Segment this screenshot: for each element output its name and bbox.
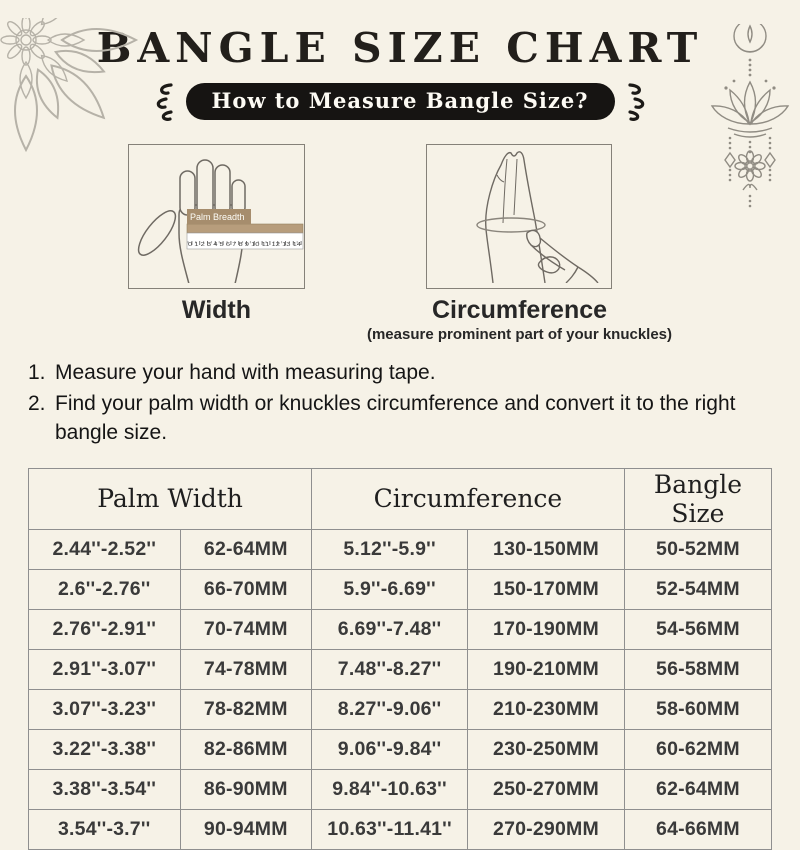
table-cell: 270-290MM (468, 809, 625, 849)
table-row (29, 569, 772, 609)
instruction-1-text: Measure your hand with measuring tape. (55, 361, 436, 384)
flourish-right-icon (625, 80, 651, 122)
table-cell: 54-56MM (624, 609, 771, 649)
table-cell: 62-64MM (624, 769, 771, 809)
instruction-1-number: 1. (28, 361, 46, 384)
ruler-graphic (187, 224, 303, 249)
table-cell: 2.91''-3.07'' (29, 649, 181, 689)
fingers-outline (180, 160, 245, 216)
table-cell: 86-90MM (180, 769, 312, 809)
table-cell: 2.44''-2.52'' (29, 529, 181, 569)
table-cell: 82-86MM (180, 729, 312, 769)
table-row (29, 809, 772, 849)
table-row (29, 649, 772, 689)
figure-width (128, 144, 305, 325)
ruler-numbers: 0 1 2 3 4 5 6 7 8 9 10 11 12 13 14 (187, 242, 301, 248)
table-cell: 7.48''-8.27'' (312, 649, 468, 689)
table-cell: 9.84''-10.63'' (312, 769, 468, 809)
instruction-2-number: 2. (28, 391, 46, 415)
circumference-sublabel: (measure prominent part of your knuckles) (366, 326, 673, 343)
table-row (29, 769, 772, 809)
table-row (29, 689, 772, 729)
measurement-figures (0, 144, 800, 343)
instruction-2 (28, 390, 774, 448)
table-row (29, 529, 772, 569)
circumference-illustration-box (426, 144, 612, 289)
palm-breadth-label: Palm Breadth (189, 212, 245, 222)
bangle-size-table (28, 468, 772, 850)
instruction-2-text: Find your palm width or knuckles circumference and convert it to the right bangle size. (55, 391, 736, 444)
table-cell: 170-190MM (468, 609, 625, 649)
table-cell: 60-62MM (624, 729, 771, 769)
table-header-row (29, 468, 772, 529)
table-cell: 66-70MM (180, 569, 312, 609)
table-cell: 150-170MM (468, 569, 625, 609)
table-cell: 6.69''-7.48'' (312, 609, 468, 649)
table-cell: 70-74MM (180, 609, 312, 649)
table-row (29, 729, 772, 769)
instruction-1 (28, 359, 774, 388)
table-cell: 5.12''-5.9'' (312, 529, 468, 569)
instructions (28, 359, 774, 448)
table-cell: 3.22''-3.38'' (29, 729, 181, 769)
table-cell: 52-54MM (624, 569, 771, 609)
table-cell: 3.38''-3.54'' (29, 769, 181, 809)
header-palm-width: Palm Width (29, 468, 312, 529)
width-illustration-box (128, 144, 305, 289)
table-cell: 210-230MM (468, 689, 625, 729)
table-cell: 10.63''-11.41'' (312, 809, 468, 849)
flourish-left-icon (150, 80, 176, 122)
table-cell: 230-250MM (468, 729, 625, 769)
table-cell: 2.6''-2.76'' (29, 569, 181, 609)
table-body (29, 529, 772, 849)
table-cell: 190-210MM (468, 649, 625, 689)
table-cell: 78-82MM (180, 689, 312, 729)
table-cell: 250-270MM (468, 769, 625, 809)
table-cell: 56-58MM (624, 649, 771, 689)
badge-how-to-measure: How to Measure Bangle Size? (186, 83, 615, 120)
table-cell: 58-60MM (624, 689, 771, 729)
table-cell: 62-64MM (180, 529, 312, 569)
header-bangle-size: Bangle Size (624, 468, 771, 529)
thumb-outline (132, 206, 181, 261)
badge-row (0, 80, 800, 122)
table-cell: 64-66MM (624, 809, 771, 849)
table-cell: 90-94MM (180, 809, 312, 849)
page-title: BANGLE SIZE CHART (96, 24, 704, 72)
table-cell: 74-78MM (180, 649, 312, 689)
width-label: Width (181, 296, 252, 324)
figure-circumference (367, 144, 672, 343)
table-cell: 3.54''-3.7'' (29, 809, 181, 849)
hand-circumference-illustration (427, 145, 611, 283)
table-cell: 3.07''-3.23'' (29, 689, 181, 729)
table-cell: 2.76''-2.91'' (29, 609, 181, 649)
table-row (29, 609, 772, 649)
hand-width-illustration (129, 145, 304, 283)
header-circumference: Circumference (312, 468, 625, 529)
palm-breadth-tag (187, 209, 251, 224)
table-cell: 130-150MM (468, 529, 625, 569)
table-cell: 5.9''-6.69'' (312, 569, 468, 609)
table-cell: 9.06''-9.84'' (312, 729, 468, 769)
table-cell: 50-52MM (624, 529, 771, 569)
circumference-label: Circumference (431, 296, 608, 324)
table-cell: 8.27''-9.06'' (312, 689, 468, 729)
